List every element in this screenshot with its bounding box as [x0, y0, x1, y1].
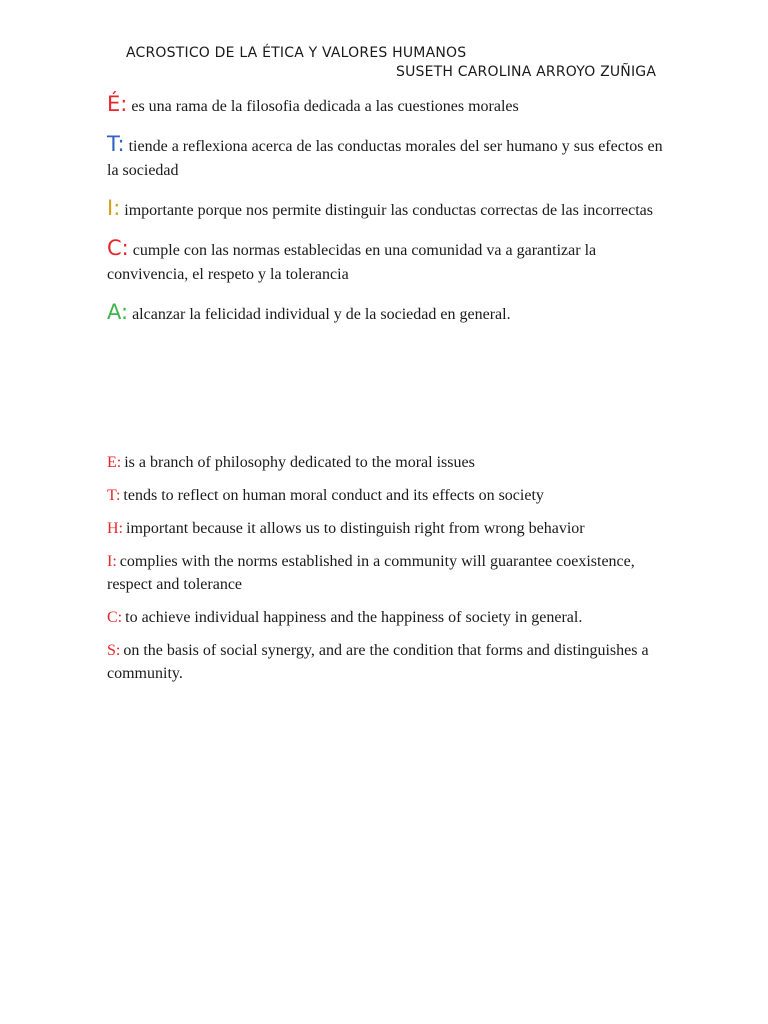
acrostic-text: es una rama de la filosofia dedicada a las cuestiones morales [131, 98, 519, 115]
acrostic-entry-h-en [107, 517, 667, 540]
acrostic-text: tiende a reflexiona acerca de las conductas morales del ser humano y sus efectos en la sociedad [107, 138, 663, 179]
acrostic-letter: S: [107, 642, 121, 659]
document-author: SUSETH CAROLINA ARROYO ZUÑIGA [396, 64, 657, 80]
acrostic-entry-e-es [107, 92, 667, 119]
acrostic-entry-t-es [107, 132, 667, 183]
acrostic-entry-c-en [107, 606, 667, 629]
acrostic-letter: C: [107, 236, 129, 260]
acrostic-text: to achieve individual happiness and the happiness of society in general. [125, 609, 583, 626]
acrostic-letter: A: [107, 300, 129, 324]
acrostic-text: is a branch of philosophy dedicated to the moral issues [124, 454, 475, 471]
acrostic-letter: I: [107, 553, 117, 570]
acrostic-letter: T: [107, 132, 125, 156]
acrostic-entry-i-es [107, 196, 667, 223]
acrostic-text: cumple con las normas establecidas en una comunidad va a garantizar la convivencia, el respeto y la tolerancia [107, 242, 597, 283]
acrostic-entry-e-en [107, 451, 667, 474]
document-title: ACROSTICO DE LA ÉTICA Y VALORES HUMANOS [126, 45, 467, 61]
acrostic-text: tends to reflect on human moral conduct and its effects on society [123, 487, 544, 504]
acrostic-entry-t-en [107, 484, 667, 507]
acrostic-letter: É: [107, 92, 128, 116]
acrostic-letter: T: [107, 487, 121, 504]
acrostic-letter: E: [107, 454, 122, 471]
acrostic-text: on the basis of social synergy, and are the condition that forms and distinguishes a community. [107, 642, 649, 682]
acrostic-spanish [107, 92, 667, 340]
acrostic-letter: H: [107, 520, 123, 537]
acrostic-entry-c-es [107, 236, 667, 287]
acrostic-text: alcanzar la felicidad individual y de la sociedad en general. [132, 306, 511, 323]
acrostic-entry-i-en [107, 550, 667, 596]
acrostic-letter: C: [107, 609, 123, 626]
acrostic-entry-a-es [107, 300, 667, 327]
acrostic-text: complies with the norms established in a community will guarantee coexistence, respect and tolerance [107, 553, 635, 593]
acrostic-text: importante porque nos permite distinguir las conductas correctas de las incorrectas [124, 202, 653, 219]
acrostic-letter: I: [107, 196, 121, 220]
acrostic-text: important because it allows us to distinguish right from wrong behavior [126, 520, 585, 537]
acrostic-entry-s-en [107, 639, 667, 685]
acrostic-english [107, 451, 667, 695]
